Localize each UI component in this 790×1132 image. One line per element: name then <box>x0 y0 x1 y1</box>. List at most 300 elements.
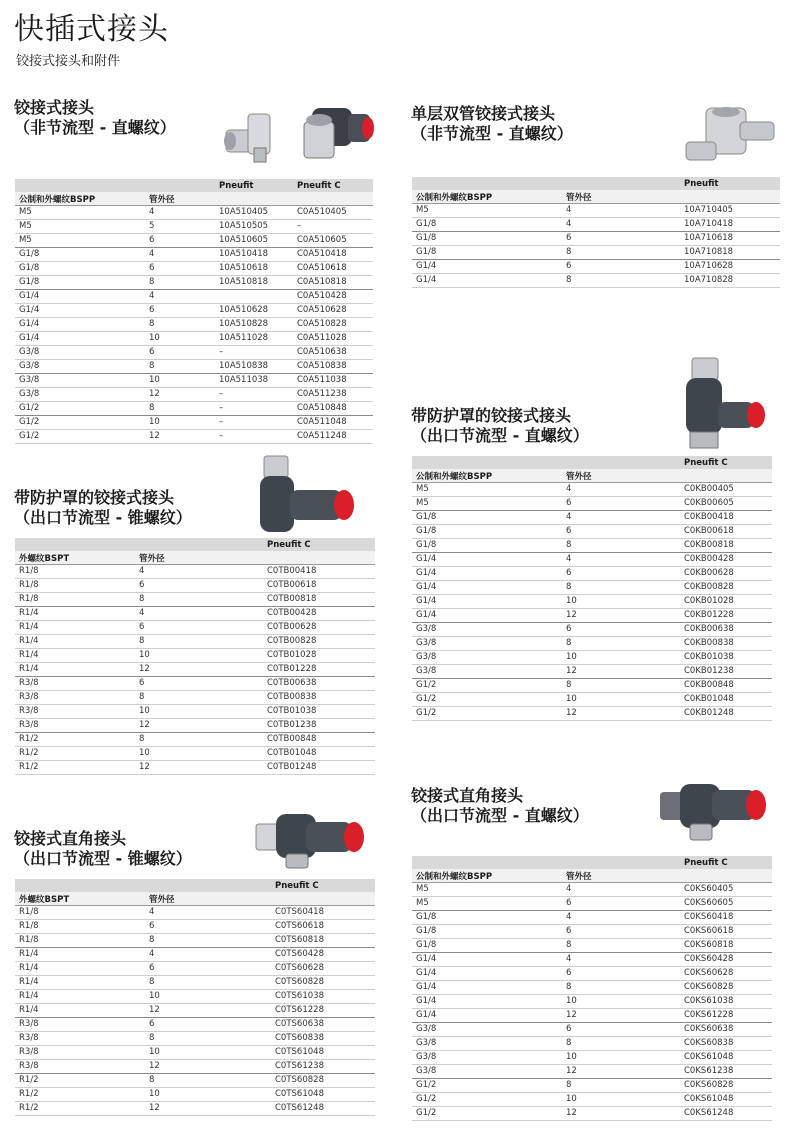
part-number-cell: 10A510505 <box>215 220 293 234</box>
tube-od-cell: 6 <box>145 234 215 248</box>
tube-od-cell: 12 <box>145 1004 271 1018</box>
table-header <box>15 551 375 565</box>
part-number-cell: C0KB00848 <box>680 679 772 693</box>
part-number-cell: C0KS60405 <box>680 883 772 897</box>
table-row <box>412 595 772 609</box>
table-row <box>15 934 375 948</box>
tube-od-cell: 10 <box>145 1088 271 1102</box>
tube-od-cell: 10 <box>145 990 271 1004</box>
table-row <box>15 262 373 276</box>
thread-cell: G3/8 <box>412 1023 562 1037</box>
column-thread: 外螺纹BSPT <box>15 551 135 565</box>
spec-table-s6 <box>412 856 772 1121</box>
thread-cell: M5 <box>412 483 562 497</box>
part-number-cell: 10A710405 <box>680 204 780 218</box>
thread-cell: R3/8 <box>15 1018 145 1032</box>
column-blank <box>412 856 562 869</box>
page-subtitle: 铰接式接头和附件 <box>16 54 121 69</box>
table-row <box>412 539 772 553</box>
part-number-cell: 10A510818 <box>215 276 293 290</box>
thread-cell: G1/4 <box>15 290 145 304</box>
thread-cell: R1/8 <box>15 920 145 934</box>
thread-cell: G1/4 <box>412 581 562 595</box>
tube-od-cell: 4 <box>562 218 680 232</box>
table-row <box>15 234 373 248</box>
table-row <box>15 388 373 402</box>
part-number-cell: C0KB00418 <box>680 511 772 525</box>
thread-cell: G1/2 <box>412 707 562 721</box>
section-title-line2: （出口节流型 - 锥螺纹） <box>14 508 192 527</box>
tube-od-cell: 10 <box>145 1046 271 1060</box>
part-number-cell: – <box>215 388 293 402</box>
part-number-cell: C0TS60418 <box>271 906 375 920</box>
tube-od-cell: 6 <box>562 260 680 274</box>
part-number-cell: C0KS60638 <box>680 1023 772 1037</box>
table-header-brand <box>412 177 780 190</box>
tube-od-cell: 6 <box>145 262 215 276</box>
column-brand: Pneufit C <box>263 538 375 551</box>
part-number-cell: C0KB01238 <box>680 665 772 679</box>
part-number-cell: C0TB00828 <box>263 635 375 649</box>
tube-od-cell: 4 <box>145 906 271 920</box>
thread-cell: G1/2 <box>412 1107 562 1121</box>
part-number-cell: C0KS60428 <box>680 953 772 967</box>
column-blank <box>680 190 780 204</box>
thread-cell: R1/2 <box>15 761 135 775</box>
elbow-taper-image <box>250 808 370 872</box>
tube-od-cell: 12 <box>562 707 680 721</box>
part-number-cell: C0KB00818 <box>680 539 772 553</box>
table-header <box>15 892 375 906</box>
part-number-cell: C0KS60838 <box>680 1037 772 1051</box>
table-row <box>15 733 375 747</box>
thread-cell: G3/8 <box>412 623 562 637</box>
part-number-cell: 10A710628 <box>680 260 780 274</box>
double-swivel-image <box>684 104 780 170</box>
part-number-cell: C0A510838 <box>293 360 373 374</box>
part-number-cell: C0TS60428 <box>271 948 375 962</box>
section-title-line1: 铰接式直角接头 <box>411 786 524 805</box>
part-number-cell: C0TB01228 <box>263 663 375 677</box>
part-number-cell: C0KS61248 <box>680 1107 772 1121</box>
tube-od-cell: 12 <box>145 1060 271 1074</box>
part-number-cell: C0TS60828 <box>271 1074 375 1088</box>
thread-cell: G1/8 <box>412 232 562 246</box>
section-elbow-taper <box>14 829 192 869</box>
part-number-cell: – <box>215 430 293 444</box>
thread-cell: G1/8 <box>15 248 145 262</box>
tube-od-cell: 6 <box>135 579 263 593</box>
tube-od-cell: 12 <box>135 663 263 677</box>
thread-cell: R1/8 <box>15 593 135 607</box>
section-title-line2: （出口节流型 - 锥螺纹） <box>14 849 192 868</box>
spec-table-s4 <box>412 456 772 721</box>
part-number-cell: C0TS61248 <box>271 1102 375 1116</box>
column-brand: Pneufit C <box>680 456 772 469</box>
table-row <box>15 705 375 719</box>
spec-table-s5 <box>15 879 375 1116</box>
table-row <box>412 218 780 232</box>
part-number-cell: – <box>293 220 373 234</box>
tube-od-cell: 12 <box>145 430 215 444</box>
table-row <box>15 565 375 579</box>
thread-cell: G1/8 <box>412 939 562 953</box>
thread-cell: R1/2 <box>15 1088 145 1102</box>
thread-cell: G1/8 <box>412 246 562 260</box>
table-row <box>15 206 373 220</box>
table-row <box>412 497 772 511</box>
table-row <box>15 220 373 234</box>
table-row <box>412 1009 772 1023</box>
table-row <box>412 1079 772 1093</box>
table-row <box>412 925 772 939</box>
table-row <box>412 567 772 581</box>
table-row <box>412 232 780 246</box>
table-row <box>412 1093 772 1107</box>
elbow-straight-image <box>656 780 774 846</box>
column-brand: Pneufit C <box>680 856 772 869</box>
table-row <box>412 1107 772 1121</box>
thread-cell: M5 <box>412 497 562 511</box>
section-title-line1: 带防护罩的铰接式接头 <box>411 406 572 425</box>
tube-od-cell: 4 <box>145 206 215 220</box>
tube-od-cell: 6 <box>145 1018 271 1032</box>
table-row <box>15 276 373 290</box>
tube-od-cell: 8 <box>135 593 263 607</box>
tube-od-cell: 10 <box>135 747 263 761</box>
thread-cell: G1/4 <box>412 995 562 1009</box>
part-number-cell: C0TB00818 <box>263 593 375 607</box>
thread-cell: G1/2 <box>15 402 145 416</box>
table-row <box>15 1032 375 1046</box>
thread-cell: M5 <box>412 897 562 911</box>
table-row <box>15 416 373 430</box>
column-thread: 公制和外螺纹BSPP <box>412 469 562 483</box>
column-blank <box>562 177 680 190</box>
thread-cell: G1/2 <box>412 1093 562 1107</box>
part-number-cell: C0TB00618 <box>263 579 375 593</box>
part-number-cell: C0KS60605 <box>680 897 772 911</box>
table-row <box>412 1037 772 1051</box>
thread-cell: G1/8 <box>412 925 562 939</box>
part-number-cell: C0KB01248 <box>680 707 772 721</box>
spec-table-s3 <box>15 538 375 775</box>
section-title-line2: （非节流型 - 直螺纹） <box>14 118 176 137</box>
table-row <box>15 691 375 705</box>
table-row <box>412 693 772 707</box>
tube-od-cell: 4 <box>562 511 680 525</box>
thread-cell: R3/8 <box>15 677 135 691</box>
thread-cell: R3/8 <box>15 1046 145 1060</box>
part-number-cell: 10A710618 <box>680 232 780 246</box>
tube-od-cell: 10 <box>135 705 263 719</box>
tube-od-cell: 10 <box>562 595 680 609</box>
table-row <box>15 579 375 593</box>
thread-cell: R1/2 <box>15 747 135 761</box>
tube-od-cell: 12 <box>562 1009 680 1023</box>
table-header <box>412 869 772 883</box>
guarded-fitting-image <box>254 454 366 538</box>
tube-od-cell: 8 <box>562 637 680 651</box>
table-row <box>412 483 772 497</box>
tube-od-cell: 12 <box>135 761 263 775</box>
tube-od-cell: 4 <box>145 290 215 304</box>
tube-od-cell: 8 <box>145 1074 271 1088</box>
part-number-cell: – <box>215 402 293 416</box>
part-number-cell: C0KS61228 <box>680 1009 772 1023</box>
thread-cell: M5 <box>15 220 145 234</box>
thread-cell: M5 <box>412 883 562 897</box>
column-blank <box>680 469 772 483</box>
column-tube-od: 管外径 <box>562 190 680 204</box>
tube-od-cell: 12 <box>145 388 215 402</box>
table-row <box>412 274 780 288</box>
table-row <box>15 719 375 733</box>
thread-cell: G1/2 <box>412 1079 562 1093</box>
part-number-cell: C0TB01238 <box>263 719 375 733</box>
tube-od-cell: 6 <box>145 346 215 360</box>
thread-cell: G3/8 <box>412 665 562 679</box>
thread-cell: R3/8 <box>15 1032 145 1046</box>
part-number-cell: C0A510828 <box>293 318 373 332</box>
thread-cell: R1/8 <box>15 906 145 920</box>
table-row <box>15 1102 375 1116</box>
tube-od-cell: 4 <box>135 565 263 579</box>
part-number-cell: C0A511028 <box>293 332 373 346</box>
part-number-cell: C0A511238 <box>293 388 373 402</box>
spec-table-s1 <box>15 179 373 444</box>
tube-od-cell: 6 <box>562 525 680 539</box>
thread-cell: G1/4 <box>412 595 562 609</box>
thread-cell: G1/2 <box>15 416 145 430</box>
table-header <box>412 469 772 483</box>
table-row <box>412 679 772 693</box>
column-blank <box>15 538 135 551</box>
tube-od-cell: 4 <box>135 607 263 621</box>
thread-cell: R1/4 <box>15 962 145 976</box>
thread-cell: R1/8 <box>15 579 135 593</box>
part-number-cell: C0KB00828 <box>680 581 772 595</box>
column-tube-od: 管外径 <box>145 892 271 906</box>
table-row <box>15 747 375 761</box>
section-double-swivel <box>411 104 573 144</box>
table-row <box>15 346 373 360</box>
table-row <box>15 1074 375 1088</box>
column-blank <box>145 879 271 892</box>
page-title: 快插式接头 <box>14 12 169 47</box>
tube-od-cell: 8 <box>562 581 680 595</box>
tube-od-cell: 12 <box>562 1065 680 1079</box>
thread-cell: G3/8 <box>15 388 145 402</box>
column-brand: Pneufit C <box>293 179 373 192</box>
tube-od-cell: 8 <box>562 939 680 953</box>
table-row <box>412 911 772 925</box>
section-guarded-straight <box>411 406 589 446</box>
part-number-cell: C0TB00848 <box>263 733 375 747</box>
column-tube-od: 管外径 <box>145 192 215 206</box>
thread-cell: G1/4 <box>412 981 562 995</box>
table-row <box>412 1023 772 1037</box>
section-title <box>411 104 573 144</box>
tube-od-cell: 12 <box>135 719 263 733</box>
table-row <box>15 649 375 663</box>
thread-cell: G3/8 <box>15 346 145 360</box>
table-row <box>412 1065 772 1079</box>
column-thread: 公制和外螺纹BSPP <box>412 190 562 204</box>
tube-od-cell: 6 <box>145 920 271 934</box>
table-row <box>412 623 772 637</box>
thread-cell: G1/8 <box>412 911 562 925</box>
part-number-cell: C0KB00405 <box>680 483 772 497</box>
thread-cell: R1/4 <box>15 607 135 621</box>
thread-cell: G1/4 <box>412 1009 562 1023</box>
table-row <box>15 962 375 976</box>
part-number-cell: C0KS60618 <box>680 925 772 939</box>
part-number-cell: C0A511038 <box>293 374 373 388</box>
swivel-fitting-image <box>218 100 378 170</box>
part-number-cell: C0TS61228 <box>271 1004 375 1018</box>
table-row <box>15 332 373 346</box>
table-row <box>15 621 375 635</box>
part-number-cell: C0KB01028 <box>680 595 772 609</box>
column-blank <box>15 879 145 892</box>
column-blank <box>562 456 680 469</box>
column-thread: 公制和外螺纹BSPP <box>412 869 562 883</box>
part-number-cell: C0KS61048 <box>680 1093 772 1107</box>
part-number-cell: C0TB00428 <box>263 607 375 621</box>
column-brand: Pneufit <box>215 179 293 192</box>
part-number-cell: 10A710418 <box>680 218 780 232</box>
table-row <box>15 1004 375 1018</box>
table-row <box>412 995 772 1009</box>
tube-od-cell: 6 <box>562 497 680 511</box>
tube-od-cell: 10 <box>135 649 263 663</box>
part-number-cell: 10A511028 <box>215 332 293 346</box>
column-blank <box>263 551 375 565</box>
part-number-cell: C0A510818 <box>293 276 373 290</box>
part-number-cell: 10A510838 <box>215 360 293 374</box>
table-row <box>412 883 772 897</box>
column-tube-od: 管外径 <box>135 551 263 565</box>
thread-cell: M5 <box>15 206 145 220</box>
part-number-cell: C0KB00605 <box>680 497 772 511</box>
tube-od-cell: 8 <box>562 1079 680 1093</box>
table-row <box>412 204 780 218</box>
tube-od-cell: 4 <box>562 483 680 497</box>
table-row <box>412 553 772 567</box>
tube-od-cell: 10 <box>562 1051 680 1065</box>
table-row <box>412 967 772 981</box>
column-blank <box>562 856 680 869</box>
column-blank <box>412 177 562 190</box>
part-number-cell: – <box>215 416 293 430</box>
part-number-cell: 10A510828 <box>215 318 293 332</box>
part-number-cell: C0KB00618 <box>680 525 772 539</box>
section-elbow-straight <box>411 786 589 826</box>
table-row <box>412 1051 772 1065</box>
tube-od-cell: 6 <box>145 304 215 318</box>
table-row <box>412 637 772 651</box>
part-number-cell: C0TB01248 <box>263 761 375 775</box>
part-number-cell: C0A510428 <box>293 290 373 304</box>
tube-od-cell: 8 <box>145 976 271 990</box>
part-number-cell: – <box>215 346 293 360</box>
tube-od-cell: 8 <box>145 402 215 416</box>
table-row <box>15 607 375 621</box>
thread-cell: G1/4 <box>15 332 145 346</box>
thread-cell: R3/8 <box>15 705 135 719</box>
thread-cell: G1/4 <box>412 260 562 274</box>
part-number-cell: C0KS60828 <box>680 981 772 995</box>
section-swivel-straight <box>14 98 176 138</box>
thread-cell: G3/8 <box>412 651 562 665</box>
thread-cell: R1/4 <box>15 649 135 663</box>
part-number-cell: C0A510605 <box>293 234 373 248</box>
thread-cell: G3/8 <box>15 360 145 374</box>
table-header-brand <box>15 879 375 892</box>
table-row <box>15 360 373 374</box>
part-number-cell: 10A511038 <box>215 374 293 388</box>
part-number-cell: 10A510618 <box>215 262 293 276</box>
thread-cell: G3/8 <box>412 1037 562 1051</box>
column-tube-od: 管外径 <box>562 469 680 483</box>
table-row <box>15 761 375 775</box>
thread-cell: R1/8 <box>15 934 145 948</box>
part-number-cell: C0A510418 <box>293 248 373 262</box>
thread-cell: R1/4 <box>15 621 135 635</box>
tube-od-cell: 8 <box>562 679 680 693</box>
tube-od-cell: 6 <box>562 1023 680 1037</box>
column-tube-od: 管外径 <box>562 869 680 883</box>
tube-od-cell: 12 <box>562 1107 680 1121</box>
tube-od-cell: 6 <box>135 621 263 635</box>
table-row <box>412 609 772 623</box>
table-row <box>412 939 772 953</box>
part-number-cell: C0TB00628 <box>263 621 375 635</box>
section-guarded-taper <box>14 488 192 528</box>
part-number-cell: 10A510405 <box>215 206 293 220</box>
tube-od-cell: 8 <box>135 635 263 649</box>
part-number-cell: C0TS60638 <box>271 1018 375 1032</box>
column-brand: Pneufit <box>680 177 780 190</box>
part-number-cell: C0TS60618 <box>271 920 375 934</box>
tube-od-cell: 12 <box>562 609 680 623</box>
table-row <box>15 1088 375 1102</box>
thread-cell: G1/4 <box>412 274 562 288</box>
column-blank <box>680 869 772 883</box>
column-thread: 外螺纹BSPT <box>15 892 145 906</box>
table-row <box>15 402 373 416</box>
table-row <box>15 635 375 649</box>
thread-cell: R3/8 <box>15 719 135 733</box>
section-title-line2: （出口节流型 - 直螺纹） <box>411 806 589 825</box>
column-blank <box>293 192 373 206</box>
section-title-line1: 铰接式接头 <box>14 98 95 117</box>
tube-od-cell: 8 <box>135 733 263 747</box>
tube-od-cell: 8 <box>562 274 680 288</box>
tube-od-cell: 8 <box>562 981 680 995</box>
table-header-brand <box>15 179 373 192</box>
tube-od-cell: 6 <box>562 925 680 939</box>
part-number-cell: 10A510605 <box>215 234 293 248</box>
part-number-cell: C0TB00418 <box>263 565 375 579</box>
table-row <box>15 430 373 444</box>
tube-od-cell: 8 <box>562 246 680 260</box>
part-number-cell: C0TS61238 <box>271 1060 375 1074</box>
thread-cell: G1/2 <box>412 679 562 693</box>
tube-od-cell: 8 <box>145 934 271 948</box>
table-row <box>15 906 375 920</box>
